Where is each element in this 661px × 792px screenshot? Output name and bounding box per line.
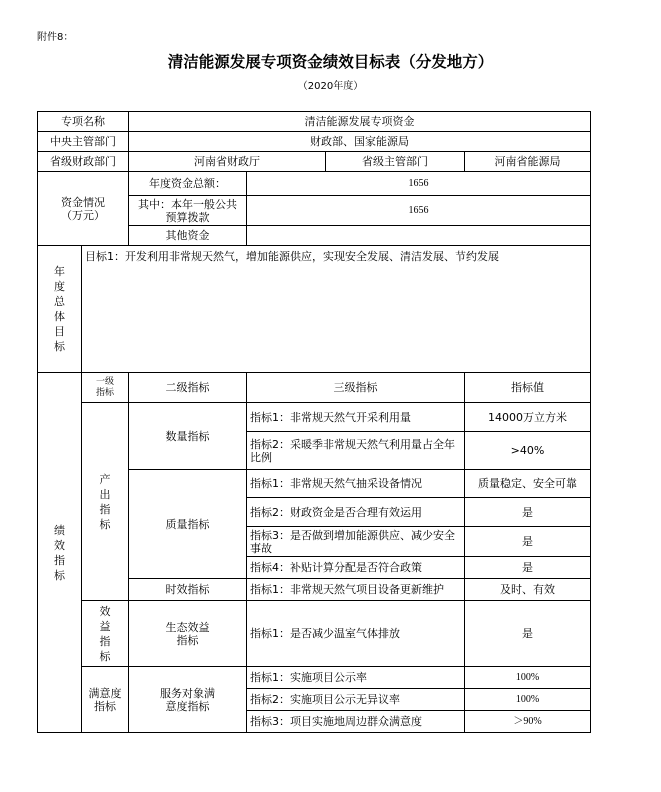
page-title: 清洁能源发展专项资金绩效目标表（分发地方） xyxy=(167,52,494,71)
indicator-t1: 指标1：非常规天然气项目设备更新维护 xyxy=(247,579,465,601)
project-name-label: 专项名称 xyxy=(38,112,129,132)
indicator-s1-value: 100% xyxy=(465,667,591,689)
indicator-s3: 指标3：项目实施地周边群众满意度 xyxy=(247,711,465,733)
central-dept-label: 中央主管部门 xyxy=(38,132,129,152)
quantity-indicator-label: 数量指标 xyxy=(129,403,247,470)
year-label: （2020年度） xyxy=(297,81,364,92)
funds-total-label: 年度资金总额： xyxy=(129,172,247,196)
indicator-q2: 指标2：采暖季非常规天然气利用量占全年比例 xyxy=(247,432,465,470)
satisfaction-indicator-label-text: 满意度指标 xyxy=(88,686,122,713)
timeliness-indicator-label: 时效指标 xyxy=(129,579,247,601)
header-level2: 二级指标 xyxy=(129,373,247,403)
funds-budget-label xyxy=(129,196,247,226)
funds-other-value xyxy=(247,226,591,246)
funds-total-value: 1656 xyxy=(247,172,591,196)
indicator-e1-value: 是 xyxy=(465,601,591,667)
indicator-m4-value: 是 xyxy=(465,557,591,579)
indicator-m2-value: 是 xyxy=(465,498,591,527)
funds-budget-label-text: 其中：本年一般公共预算拨款 xyxy=(138,197,237,224)
header-level3: 三级指标 xyxy=(247,373,465,403)
funds-label-text: 资金情况（万元） xyxy=(61,195,105,222)
indicator-m1: 指标1：非常规天然气抽采设备情况 xyxy=(247,470,465,498)
funds-other-label: 其他资金 xyxy=(129,226,247,246)
header-value: 指标值 xyxy=(465,373,591,403)
indicator-e1: 指标1：是否减少温室气体排放 xyxy=(247,601,465,667)
annual-goal-label xyxy=(38,246,82,373)
perf-indicator-label xyxy=(38,373,82,733)
central-dept-value: 财政部、国家能源局 xyxy=(129,132,591,152)
indicator-q1-value: 14000万立方米 xyxy=(465,403,591,432)
indicator-s1: 指标1：实施项目公示率 xyxy=(247,667,465,689)
funds-budget-value: 1656 xyxy=(247,196,591,226)
funds-label xyxy=(38,172,129,246)
project-name-value: 清洁能源发展专项资金 xyxy=(129,112,591,132)
output-indicator-label xyxy=(82,403,129,601)
benefit-indicator-label-text: 效益指标 xyxy=(99,604,111,663)
attachment-label: 附件8： xyxy=(37,32,74,43)
header-level1-text: 一级指标 xyxy=(95,376,114,398)
eco-benefit-label-text: 生态效益指标 xyxy=(165,620,210,647)
indicator-m3-value: 是 xyxy=(465,527,591,557)
indicator-s3-value: ＞90% xyxy=(465,711,591,733)
prov-dept-label: 省级主管部门 xyxy=(326,152,465,172)
indicator-m4: 指标4：补贴计算分配是否符合政策 xyxy=(247,557,465,579)
performance-table xyxy=(37,111,591,733)
output-indicator-label-text: 产出指标 xyxy=(99,472,111,531)
indicator-s2-value: 100% xyxy=(465,689,591,711)
benefit-indicator-label xyxy=(82,601,129,667)
indicator-q2-value: >40% xyxy=(465,432,591,470)
satisfaction-indicator-label xyxy=(82,667,129,733)
annual-goal-label-text: 年度总体目标 xyxy=(54,265,65,353)
indicator-m2: 指标2：财政资金是否合理有效运用 xyxy=(247,498,465,527)
indicator-s2: 指标2：实施项目公示无异议率 xyxy=(247,689,465,711)
service-satisfaction-label xyxy=(129,667,247,733)
indicator-q1: 指标1：非常规天然气开采利用量 xyxy=(247,403,465,432)
prov-finance-value: 河南省财政厅 xyxy=(129,152,326,172)
perf-indicator-label-text: 绩效指标 xyxy=(54,523,65,582)
eco-benefit-label xyxy=(129,601,247,667)
prov-dept-value: 河南省能源局 xyxy=(465,152,591,172)
indicator-t1-value: 及时、有效 xyxy=(465,579,591,601)
indicator-m1-value: 质量稳定、安全可靠 xyxy=(465,470,591,498)
quality-indicator-label: 质量指标 xyxy=(129,470,247,579)
header-level1 xyxy=(82,373,129,403)
indicator-m3: 指标3：是否做到增加能源供应、减少安全事故 xyxy=(247,527,465,557)
prov-finance-label: 省级财政部门 xyxy=(38,152,129,172)
annual-goal-text: 目标1：开发利用非常规天然气，增加能源供应，实现安全发展、清洁发展、节约发展 xyxy=(82,246,591,373)
service-satisfaction-label-text: 服务对象满意度指标 xyxy=(160,686,215,713)
